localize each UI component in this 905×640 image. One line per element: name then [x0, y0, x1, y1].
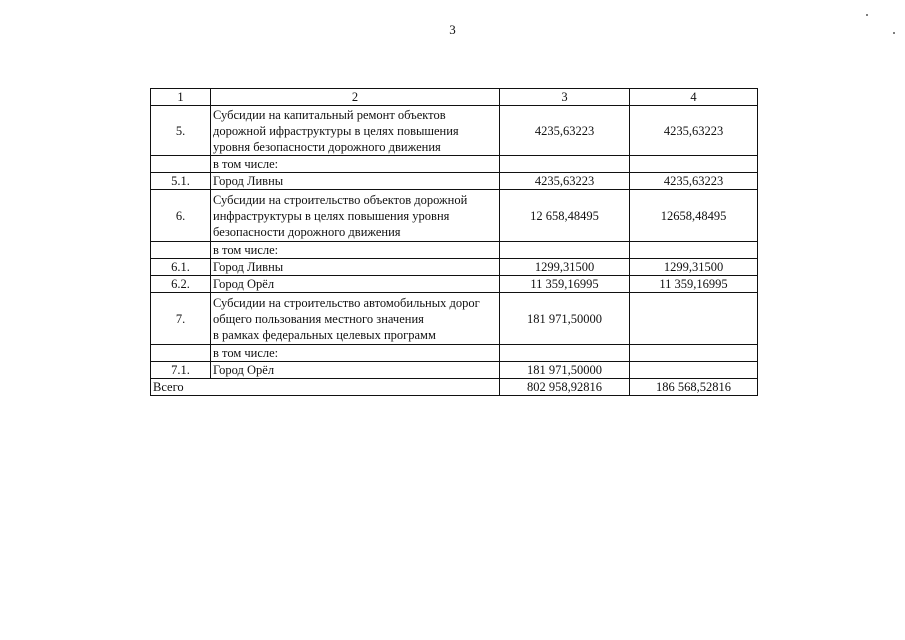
table-row: [151, 156, 758, 173]
table-row: [151, 190, 758, 242]
value-cell: [630, 293, 758, 345]
total-label: Всего: [151, 379, 500, 396]
row-label-line: Субсидии на строительство автомобильных дорог: [213, 295, 480, 310]
value-cell: [500, 156, 630, 173]
table-row: [151, 259, 758, 276]
table-row: [151, 276, 758, 293]
row-number: 7.1.: [151, 362, 211, 379]
scan-speck: [866, 14, 868, 16]
value-cell: 4235,63223: [630, 173, 758, 190]
column-header: 2: [211, 89, 500, 106]
total-value: 186 568,52816: [630, 379, 758, 396]
column-header: 3: [500, 89, 630, 106]
value-cell: 1299,31500: [630, 259, 758, 276]
column-header: 4: [630, 89, 758, 106]
row-label-line: дорожной ифраструктуры в целях повышения: [213, 123, 459, 138]
value-cell: 181 971,50000: [500, 293, 630, 345]
row-label-line: в рамках федеральных целевых программ: [213, 327, 436, 342]
row-label: [211, 293, 500, 345]
row-label-line: уровня безопасности дорожного движения: [213, 139, 441, 154]
value-cell: 4235,63223: [630, 106, 758, 156]
total-row: [151, 379, 758, 396]
value-cell: 4235,63223: [500, 106, 630, 156]
row-label: [211, 242, 500, 259]
value-cell: [630, 345, 758, 362]
table-row: [151, 242, 758, 259]
row-number: [151, 345, 211, 362]
value-cell: 11 359,16995: [500, 276, 630, 293]
total-value: 802 958,92816: [500, 379, 630, 396]
row-number: [151, 156, 211, 173]
row-label: [211, 276, 500, 293]
row-label: [211, 190, 500, 242]
subsidy-table: [150, 88, 758, 396]
table-header-row: [151, 89, 758, 106]
row-number: 5.: [151, 106, 211, 156]
row-label: [211, 362, 500, 379]
value-cell: [630, 362, 758, 379]
row-label-line: инфраструктуры в целях повышения уровня: [213, 208, 450, 223]
row-label-line: Город Ливны: [213, 260, 284, 274]
row-number: 7.: [151, 293, 211, 345]
row-label-line: Город Орёл: [213, 277, 275, 291]
table-row: [151, 293, 758, 345]
row-label-line: в том числе:: [213, 157, 279, 171]
row-label: [211, 106, 500, 156]
row-label: [211, 345, 500, 362]
row-label-line: безопасности дорожного движения: [213, 224, 401, 239]
value-cell: 4235,63223: [500, 173, 630, 190]
row-number: 6.2.: [151, 276, 211, 293]
table-row: [151, 173, 758, 190]
value-cell: 1299,31500: [500, 259, 630, 276]
value-cell: [630, 242, 758, 259]
page-number: 3: [449, 22, 456, 37]
row-label-line: общего пользования местного значения: [213, 311, 424, 326]
row-label: [211, 173, 500, 190]
value-cell: 12658,48495: [630, 190, 758, 242]
value-cell: [630, 156, 758, 173]
value-cell: 12 658,48495: [500, 190, 630, 242]
row-number: 5.1.: [151, 173, 211, 190]
row-label-line: Город Ливны: [213, 174, 284, 188]
value-cell: [500, 345, 630, 362]
value-cell: [500, 242, 630, 259]
row-number: 6.: [151, 190, 211, 242]
table-row: [151, 362, 758, 379]
row-label: [211, 259, 500, 276]
table-row: [151, 345, 758, 362]
row-label-line: в том числе:: [213, 243, 279, 257]
row-number: 6.1.: [151, 259, 211, 276]
table-row: [151, 106, 758, 156]
scan-speck: [893, 32, 895, 34]
row-label-line: Город Орёл: [213, 363, 275, 377]
row-label-line: Субсидии на капитальный ремонт объектов: [213, 107, 446, 122]
row-label-line: в том числе:: [213, 346, 279, 360]
row-label: [211, 156, 500, 173]
value-cell: 11 359,16995: [630, 276, 758, 293]
column-header: 1: [151, 89, 211, 106]
row-label-line: Субсидии на строительство объектов дорожной: [213, 192, 468, 207]
row-number: [151, 242, 211, 259]
value-cell: 181 971,50000: [500, 362, 630, 379]
